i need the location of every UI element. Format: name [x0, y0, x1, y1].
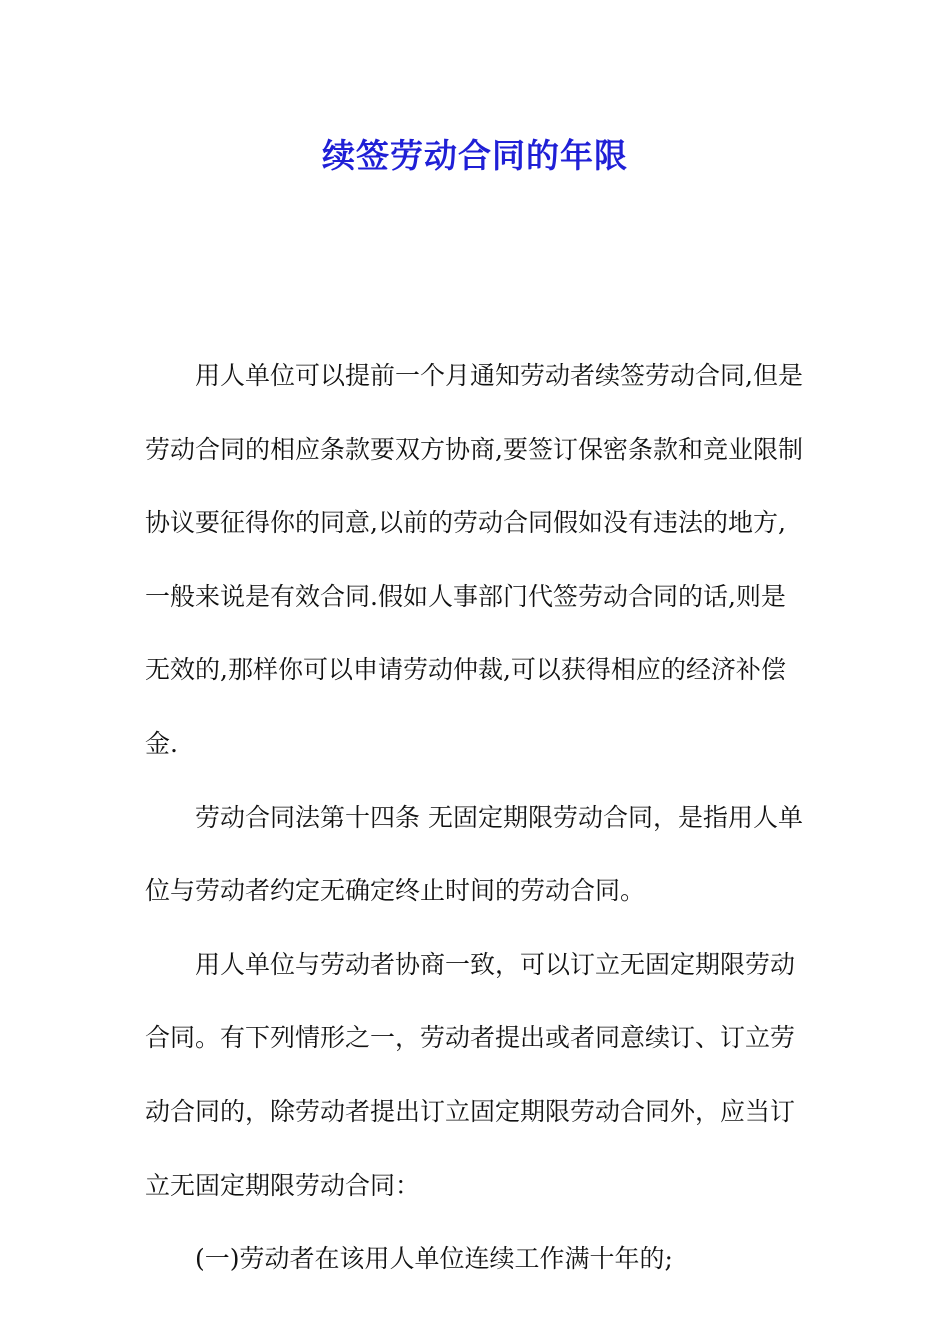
document-body: [145, 339, 807, 1296]
paragraph-open-ended-contract: 用人单位与劳动者协商一致，可以订立无固定期限劳动合同。有下列情形之一，劳动者提出或者同意续订、订立劳动合同的，除劳动者提出订立固定期限劳动合同外，应当订立无固定期限劳动合同：: [145, 949, 796, 1200]
paragraph-renewal-notice: 用人单位可以提前一个月通知劳动者续签劳动合同,但是劳动合同的相应条款要双方协商,要签订保密条款和竞业限制协议要征得你的同意,以前的劳动合同假如没有违法的地方,一般来说是有效合同.假如人事部门代签劳动合同的话,则是无效的,那样你可以申请劳动仲裁,可以获得相应的经济补偿金.: [145, 361, 803, 758]
document-title: 续签劳动合同的年限: [322, 136, 628, 175]
paragraph-item-1: (一)劳动者在该用人单位连续工作满十年的;: [195, 1244, 673, 1274]
paragraph-article-14: 劳动合同法第十四条 无固定期限劳动合同，是指用人单位与劳动者约定无确定终止时间的劳动合同。: [145, 802, 803, 906]
